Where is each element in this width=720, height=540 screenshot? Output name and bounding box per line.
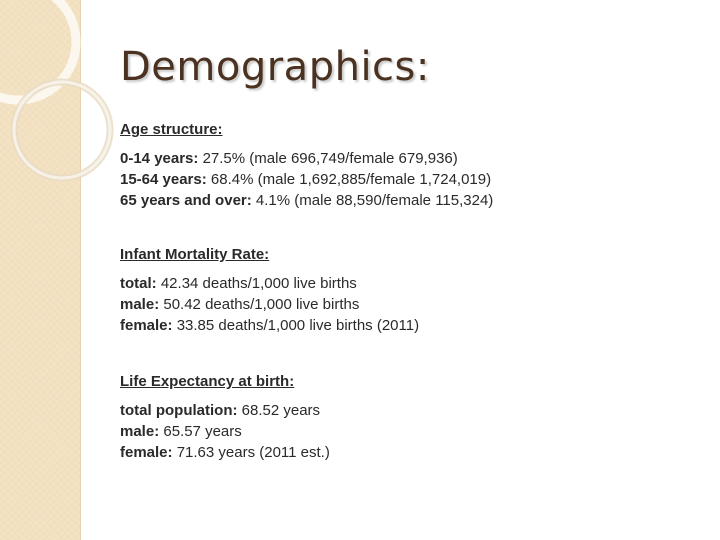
row-value: 42.34 deaths/1,000 live births: [160, 275, 357, 292]
row-label: total population:: [120, 402, 238, 419]
row-value: 33.85 deaths/1,000 live births (2011): [176, 317, 420, 334]
age-structure-heading: Age structure:: [120, 121, 223, 138]
row-value: 27.5% (male 696,749/female 679,936): [202, 150, 458, 167]
list-item: [120, 190, 493, 211]
list-item: [120, 315, 419, 336]
list-item: [120, 273, 419, 294]
age-structure-section: [120, 121, 493, 211]
decorative-circles: [0, 0, 140, 200]
list-item: [120, 400, 330, 421]
life-expectancy-section: [120, 373, 330, 463]
row-label: male:: [120, 296, 160, 313]
infant-mortality-section: [120, 246, 419, 336]
list-item: [120, 421, 330, 442]
row-value: 68.4% (male 1,692,885/female 1,724,019): [210, 171, 492, 188]
row-label: 15-64 years:: [120, 171, 207, 188]
row-label: female:: [120, 444, 173, 461]
list-item: [120, 169, 493, 190]
row-value: 65.57 years: [163, 423, 242, 440]
row-label: total:: [120, 275, 157, 292]
list-item: [120, 294, 419, 315]
row-label: 0-14 years:: [120, 150, 199, 167]
list-item: [120, 442, 330, 463]
list-item: [120, 148, 493, 169]
row-value: 50.42 deaths/1,000 live births: [163, 296, 360, 313]
life-expectancy-heading: Life Expectancy at birth:: [120, 373, 295, 390]
row-value: 71.63 years (2011 est.): [176, 444, 330, 461]
infant-mortality-heading: Infant Mortality Rate:: [120, 246, 270, 263]
slide-title: Demographics:: [120, 44, 430, 90]
row-label: female:: [120, 317, 173, 334]
row-label: male:: [120, 423, 160, 440]
row-value: 68.52 years: [241, 402, 321, 419]
row-value: 4.1% (male 88,590/female 115,324): [255, 192, 494, 209]
row-label: 65 years and over:: [120, 192, 252, 209]
